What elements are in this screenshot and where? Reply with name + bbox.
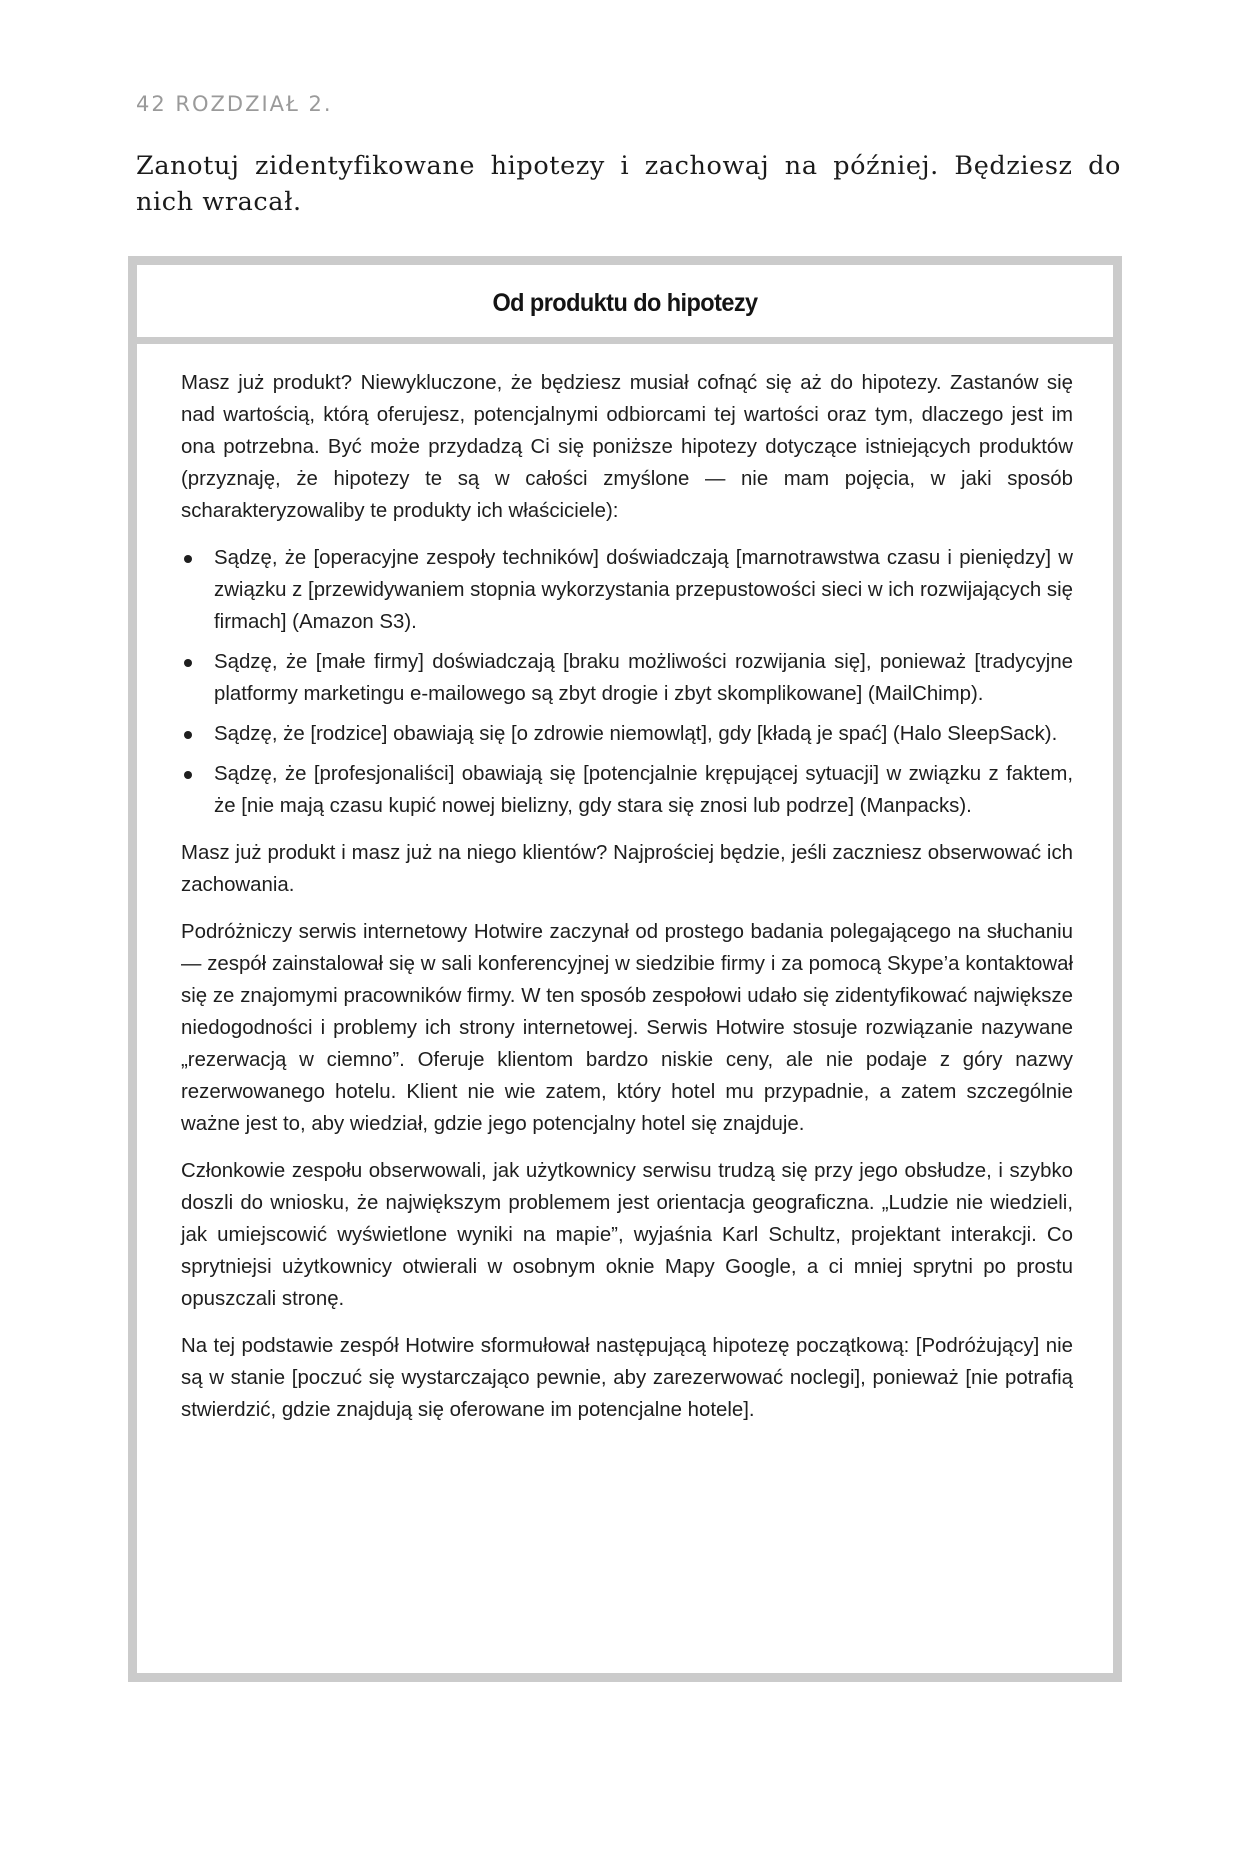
sidebar-title: Od produktu do hipotezy <box>492 288 758 317</box>
list-item-text: Sądzę, że [rodzice] obawiają się [o zdrowie niemowląt], gdy [kładą je spać] (Halo SleepSack). <box>214 723 1058 745</box>
bullet-icon <box>184 731 192 739</box>
list-item <box>181 758 1073 822</box>
sidebar-paragraph: Masz już produkt i masz już na niego klientów? Najprościej będzie, jeśli zaczniesz obserwować ich zachowania. <box>181 842 1073 896</box>
bullet-icon <box>184 555 192 563</box>
list-item <box>181 718 1073 750</box>
bullet-icon <box>184 771 192 779</box>
sidebar-box <box>128 256 1122 1682</box>
intro-paragraph: Zanotuj zidentyfikowane hipotezy i zachowaj na później. Będziesz do nich wracał. <box>136 151 1121 217</box>
sidebar-paragraph: Członkowie zespołu obserwowali, jak użytkownicy serwisu trudzą się przy jego obsłudze, i szybko doszli do wniosku, że największym problemem jest orientacja geograficzna. „Ludzie nie wiedzieli, jak umiejscowić wyświetlone wyniki na mapie”, wyjaśnia Karl Schultz, projektant interakcji. Co sprytniejsi użytkownicy otwierali w osobnym oknie Mapy Google, a ci mniej sprytni po prostu opuszczali stronę. <box>181 1160 1073 1310</box>
list-item-text: Sądzę, że [operacyjne zespoły techników] doświadczają [marnotrawstwa czasu i pieniędzy] w związku z [przewidywaniem stopnia wykorzystania przepustowości sieci w ich rozwijających się firmach] (Amazon S3). <box>214 547 1073 633</box>
sidebar-header <box>137 265 1113 344</box>
bullet-icon <box>184 659 192 667</box>
sidebar-paragraph: Podróżniczy serwis internetowy Hotwire zaczynał od prostego badania polegającego na słuchaniu — zespół zainstalował się w sali konferencyjnej w siedzibie firmy i za pomocą Skype’a kontaktował się ze znajomymi pracowników firmy. W ten sposób zespołowi udało się zidentyfikować największe niedogodności i problemy ich strony internetowej. Serwis Hotwire stosuje rozwiązanie nazywane „rezerwacją w ciemno”. Oferuje klientom bardzo niskie ceny, ale nie podaje z góry nazwy rezerwowanego hotelu. Klient nie wie zatem, który hotel mu przypadnie, a zatem szczególnie ważne jest to, aby wiedział, gdzie jego potencjalny hotel się znajduje. <box>181 921 1073 1135</box>
hypothesis-list <box>181 542 1073 822</box>
sidebar-paragraph: Na tej podstawie zespół Hotwire sformułował następującą hipotezę początkową: [Podróżujący] nie są w stanie [poczuć się wystarczająco pewnie, aby zarezerwować noclegi], ponieważ [nie potrafią stwierdzić, gdzie znajdują się oferowane im potencjalne hotele]. <box>181 1335 1073 1421</box>
list-item <box>181 542 1073 638</box>
list-item <box>181 646 1073 710</box>
list-item-text: Sądzę, że [profesjonaliści] obawiają się [potencjalnie krępującej sytuacji] w związku z faktem, że [nie mają czasu kupić nowej bielizny, gdy stara się znosi lub podrze] (Manpacks). <box>214 763 1073 817</box>
running-head: 42 ROZDZIAŁ 2. <box>136 92 333 116</box>
sidebar-body <box>181 367 1073 1441</box>
list-item-text: Sądzę, że [małe firmy] doświadczają [braku możliwości rozwijania się], ponieważ [tradycyjne platformy marketingu e-mailowego są zbyt drogie i zbyt skomplikowane] (MailChimp). <box>214 651 1073 705</box>
sidebar-paragraph: Masz już produkt? Niewykluczone, że będziesz musiał cofnąć się aż do hipotezy. Zastanów się nad wartością, którą oferujesz, potencjalnymi odbiorcami tej wartości oraz tym, dlaczego jest im ona potrzebna. Być może przydadzą Ci się poniższe hipotezy dotyczące istniejących produktów (przyznaję, że hipotezy te są w całości zmyślone — nie mam pojęcia, w jaki sposób scharakteryzowaliby te produkty ich właściciele): <box>181 372 1073 522</box>
